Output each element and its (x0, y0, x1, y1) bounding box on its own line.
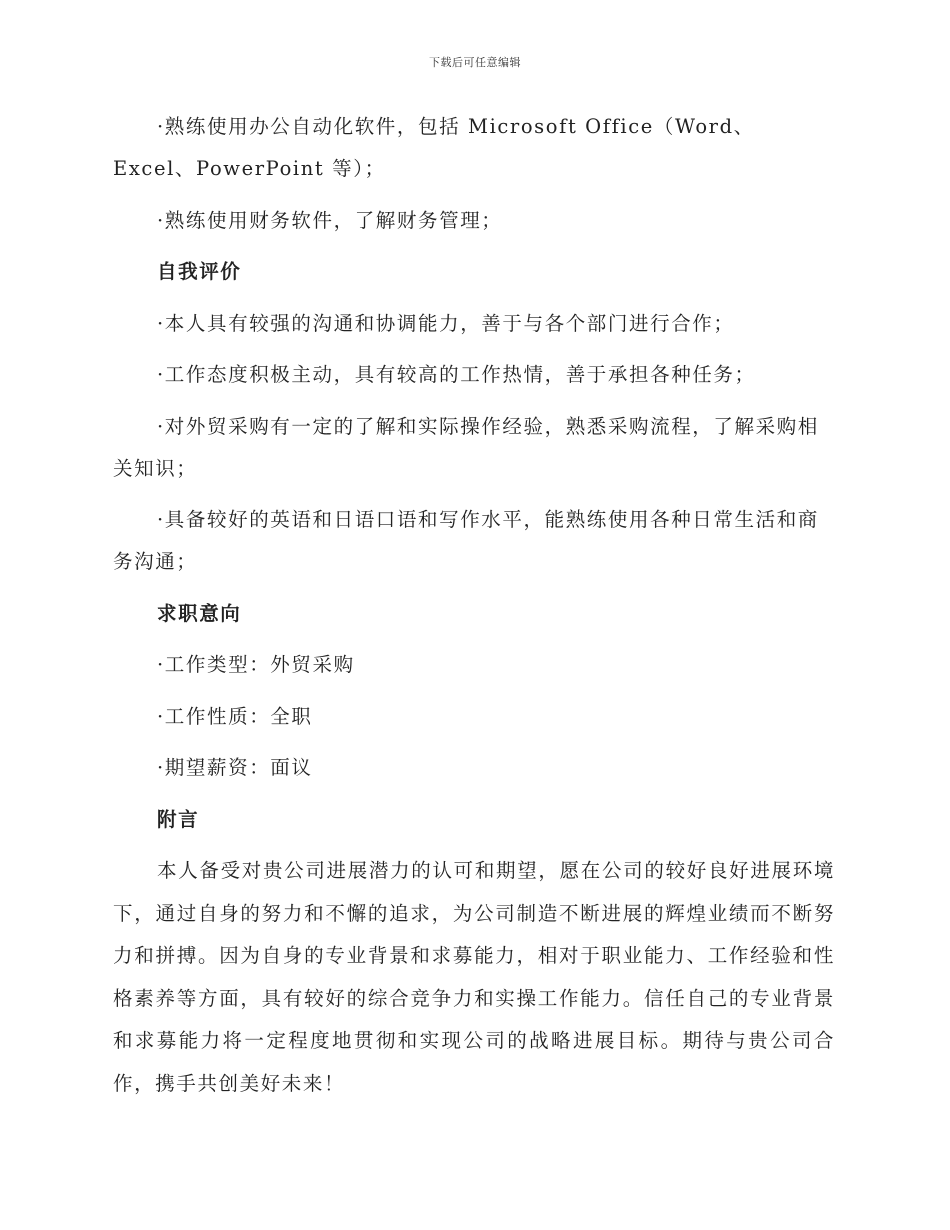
skill-item-finance: ·熟练使用财务软件，了解财务管理； (157, 208, 503, 232)
self-evaluation-item: ·本人具有较强的沟通和协调能力，善于与各个部门进行合作； (157, 311, 735, 335)
self-evaluation-item: ·具备较好的英语和日语口语和写作水平，能熟练使用各种日常生活和商务沟通； (113, 508, 819, 573)
skill-item-office: ·熟练使用办公自动化软件，包括 Microsoft Office（Word、Excel、PowerPoint 等）； (113, 115, 755, 180)
section-heading-job-intention: 求职意向 (157, 601, 242, 625)
document-body (113, 106, 835, 1105)
job-intention-item: ·期望薪资：面议 (157, 756, 313, 779)
self-evaluation-item: ·工作态度积极主动，具有较高的工作热情，善于承担各种任务； (157, 363, 756, 386)
self-evaluation-item: ·对外贸采购有一定的了解和实际操作经验，熟悉采购流程，了解采购相关知识； (113, 414, 819, 480)
section-heading-self-evaluation: 自我评价 (157, 260, 242, 283)
section-heading-postscript: 附言 (157, 807, 200, 831)
page-header: 下载后可任意编辑 (429, 56, 521, 69)
postscript-paragraph: 本人备受对贵公司进展潜力的认可和期望，愿在公司的较好良好进展环境下，通过自身的努力和不懈的追求，为公司制造不断进展的辉煌业绩而不断努力和拼搏。因为自身的专业背景和求募能力，相对于职业能力、工作经验和性格素养等方面，具有较好的综合竞争力和实操工作能力。信任自己的专业背景和求募能力将一定程度地贯彻和实现公司的战略进展目标。期待与贵公司合作，携手共创美好未来！ (113, 859, 835, 1095)
job-intention-item: ·工作类型：外贸采购 (157, 653, 355, 676)
job-intention-item: ·工作性质：全职 (157, 704, 313, 728)
